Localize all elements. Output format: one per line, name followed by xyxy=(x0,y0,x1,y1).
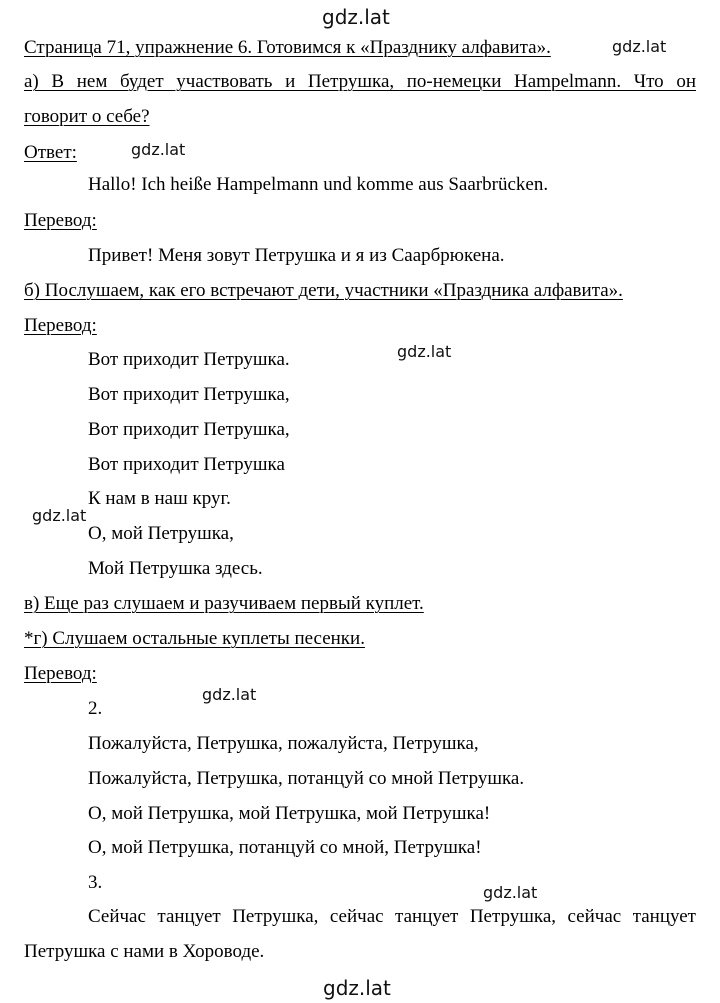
verse-line: О, мой Петрушка, мой Петрушка, мой Петрушка! xyxy=(88,803,491,824)
verse-line: О, мой Петрушка, потанцуй со мной, Петрушка! xyxy=(88,837,482,858)
translation-label: Перевод: xyxy=(24,663,97,684)
poem-line: Вот приходит Петрушка xyxy=(88,454,285,475)
task-b-heading: б) Послушаем, как его встречают дети, участники «Праздника алфавита». xyxy=(24,280,623,301)
task-v-heading: в) Еще раз слушаем и разучиваем первый куплет. xyxy=(24,593,424,614)
poem-line: Вот приходит Петрушка. xyxy=(88,349,290,370)
task-a-question-line2: говорит о себе? xyxy=(24,106,150,127)
translation-label: Перевод: xyxy=(24,210,97,231)
page-title: Страница 71, упражнение 6. Готовимся к «Празднику алфавита». xyxy=(24,37,551,58)
verse-number: 2. xyxy=(88,698,103,719)
poem-line: Вот приходит Петрушка, xyxy=(88,419,290,440)
poem-line: Мой Петрушка здесь. xyxy=(88,558,263,579)
watermark: gdz.lat xyxy=(397,342,452,361)
poem-line: К нам в наш круг. xyxy=(88,488,231,509)
verse-line: Пожалуйста, Петрушка, пожалуйста, Петрушка, xyxy=(88,733,479,754)
watermark: gdz.lat xyxy=(32,506,87,525)
verse-line: Пожалуйста, Петрушка, потанцуй со мной Петрушка. xyxy=(88,768,525,789)
translation-text: Привет! Меня зовут Петрушка и я из Саарбрюкена. xyxy=(88,245,505,266)
verse-line: Петрушка с нами в Хороводе. xyxy=(24,941,265,962)
poem-line: Вот приходит Петрушка, xyxy=(88,384,290,405)
answer-label: Ответ: xyxy=(24,142,77,163)
watermark-bottom: gdz.lat xyxy=(323,976,391,1000)
watermark: gdz.lat xyxy=(612,37,667,56)
poem-line: О, мой Петрушка, xyxy=(88,523,234,544)
watermark: gdz.lat xyxy=(483,883,538,902)
watermark: gdz.lat xyxy=(131,140,186,159)
task-a-question-line1: а) В нем будет участвовать и Петрушка, по-немецки Hampelmann. Что он xyxy=(24,71,696,92)
task-g-heading: *г) Слушаем остальные куплеты песенки. xyxy=(24,628,365,649)
verse-number: 3. xyxy=(88,872,103,893)
translation-label: Перевод: xyxy=(24,315,97,336)
answer-text: Hallo! Ich heiße Hampelmann und komme aus Saarbrücken. xyxy=(88,174,549,195)
watermark: gdz.lat xyxy=(202,685,257,704)
watermark-top: gdz.lat xyxy=(322,5,390,29)
verse-line: Сейчас танцует Петрушка, сейчас танцует Петрушка, сейчас танцует xyxy=(88,906,696,927)
